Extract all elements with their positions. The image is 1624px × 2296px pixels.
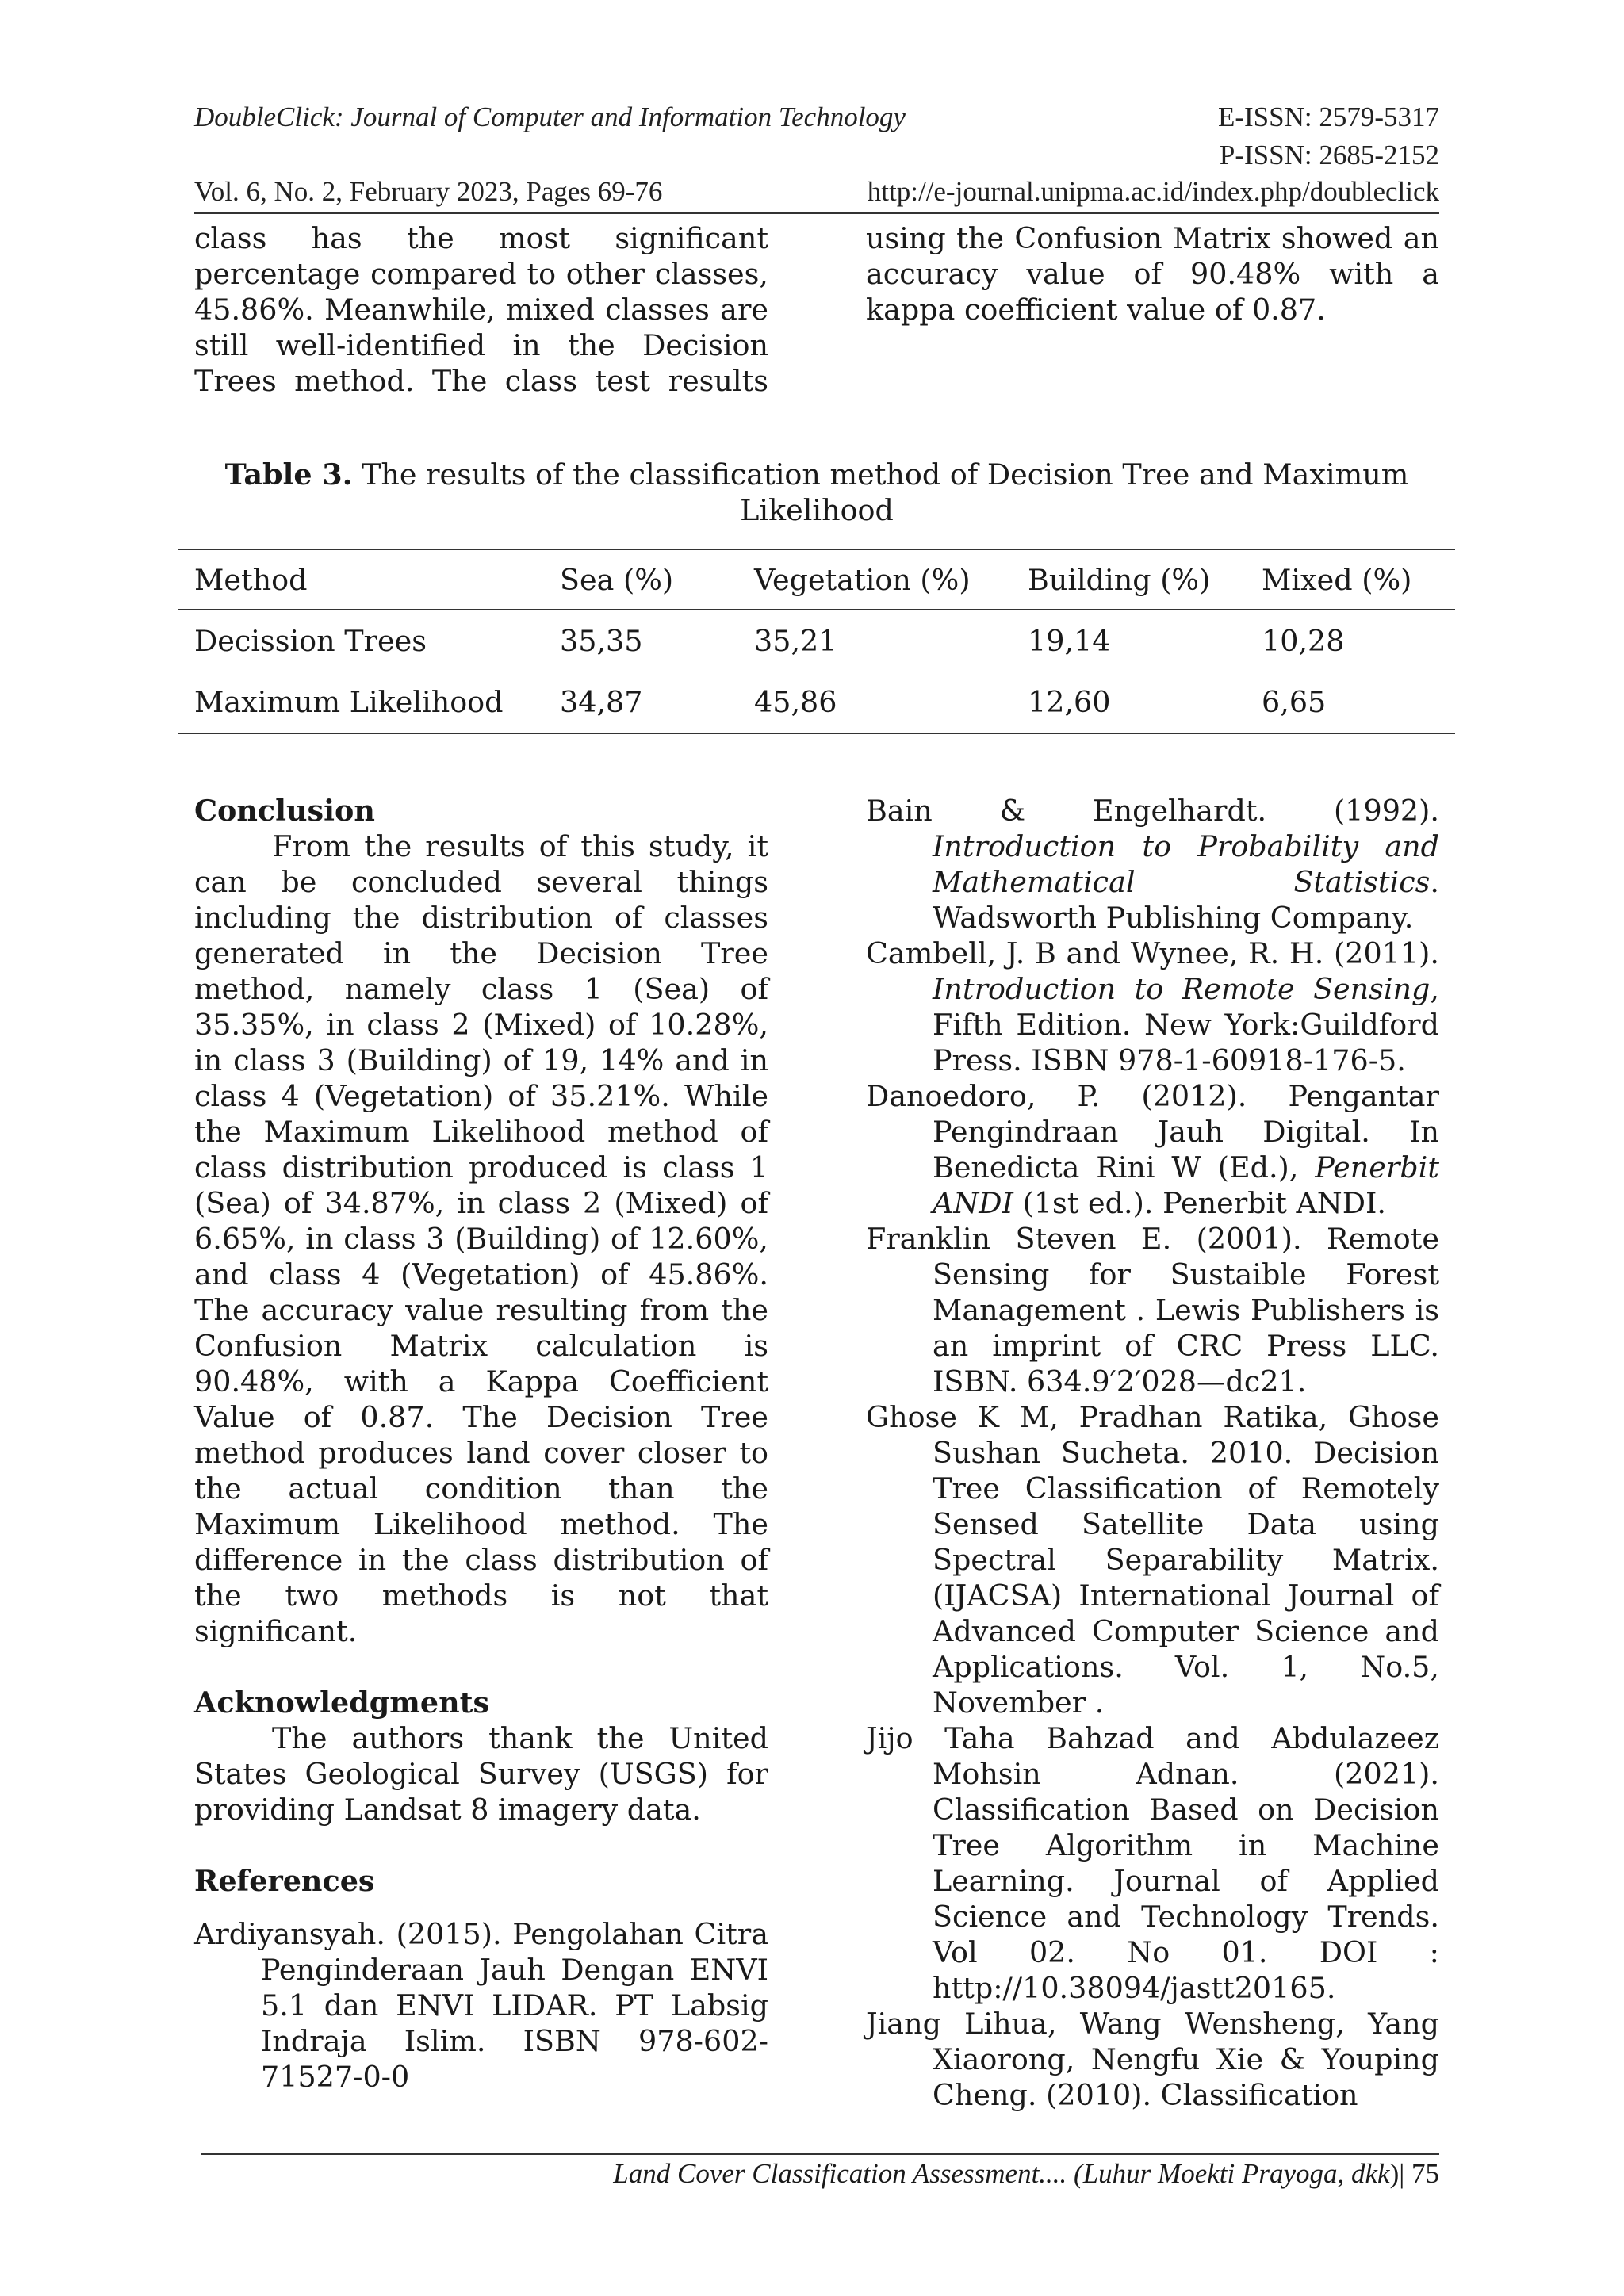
col-header-vegetation: Vegetation (%) — [738, 549, 1012, 610]
volume-info: Vol. 6, No. 2, February 2023, Pages 69-76 — [194, 176, 663, 207]
journal-url[interactable]: http://e-journal.unipma.ac.id/index.php/doubleclick — [867, 176, 1439, 207]
table-row — [178, 672, 1455, 733]
top-right-column — [866, 220, 1439, 327]
table-row — [178, 610, 1455, 672]
header-rule — [194, 212, 1439, 214]
footer-page: )| 75 — [1389, 2158, 1439, 2189]
table-cell: 45,86 — [738, 672, 1012, 733]
table-cell: 35,21 — [754, 624, 837, 658]
table-cell: 19,14 — [1028, 624, 1111, 658]
reference-danoedoro — [866, 1078, 1439, 1221]
right-column — [866, 793, 1439, 2113]
reference-ardiyansyah: Ardiyansyah. (2015). Pengolahan Citra Penginderaan Jauh Dengan ENVI 5.1 dan ENVI LIDAR. PT Labsig Indraja Islim. ISBN 978-602-71527-0-0 — [194, 1917, 768, 2094]
journal-title: DoubleClick: Journal of Computer and Information Technology — [194, 101, 906, 132]
reference-text: Danoedoro, P. (2012). Pengantar Pengindraan Jauh Digital. In Benedicta Rini W (Ed.), — [866, 1079, 1439, 1184]
acknowledgments-paragraph: The authors thank the United States Geological Survey (USGS) for providing Landsat 8 imagery data. — [194, 1721, 768, 1827]
reference-title: Introduction to Probability and Mathematical Statistics — [933, 829, 1439, 899]
footer-authors: Luhur Moekti Prayoga, dkk — [1082, 2158, 1390, 2189]
reference-franklin: Franklin Steven E. (2001). Remote Sensing for Sustaible Forest Management . Lewis Publishers is an imprint of CRC Press LLC. ISBN. 634.9′2′028—dc21. — [866, 1222, 1439, 1399]
reference-text: . Wadsworth Publishing Company. — [933, 865, 1439, 935]
running-footer — [613, 2158, 1439, 2190]
table-cell: 6,65 — [1246, 672, 1455, 733]
reference-jijo: Jijo Taha Bahzad and Abdulazeez Mohsin Adnan. (2021). Classification Based on Decision Tree Algorithm in Machine Learning. Journal of Applied Science and Technology Trends. Vol 02. No 01. DOI : http://10.38094/jastt20165. — [866, 1721, 1439, 2005]
reference-ghose: Ghose K M, Pradhan Ratika, Ghose Sushan Sucheta. 2010. Decision Tree Classification of Remotely Sensed Satellite Data using Spectral Separability Matrix. (IJACSA) International Journal of Advanced Computer Science and Applications. Vol. 1, No.5, November . — [866, 1400, 1439, 1720]
top-left-paragraph: class has the most significant percentage compared to other classes, 45.86%. Meanwhile, mixed classes are still well-identified in the Decision Trees method. The class test results — [194, 221, 768, 398]
top-left-column — [194, 220, 768, 399]
results-table — [178, 549, 1455, 734]
table-header-row — [178, 549, 1455, 610]
col-header-building: Building (%) — [1012, 549, 1246, 610]
table-caption — [194, 457, 1439, 528]
eissn: E-ISSN: 2579-5317 — [1217, 101, 1439, 132]
references-heading: References — [194, 1864, 375, 1898]
table-cell: 34,87 — [544, 672, 738, 733]
pissn: P-ISSN: 2685-2152 — [1219, 140, 1439, 170]
acknowledgments-heading: Acknowledgments — [194, 1686, 490, 1720]
reference-text: Cambell, J. B and Wynee, R. H. (2011). — [866, 936, 1439, 970]
footer-title: Land Cover Classification Assessment.... ( — [613, 2158, 1083, 2189]
left-column — [194, 793, 768, 2095]
reference-bain — [866, 793, 1439, 936]
top-right-paragraph: using the Confusion Matrix showed an accuracy value of 90.48% with a kappa coefficient value of 0.87. — [866, 221, 1439, 327]
footer-rule — [201, 2153, 1439, 2155]
reference-text: Bain & Engelhardt. (1992). — [866, 794, 1439, 828]
table-cell: Maximum Likelihood — [178, 672, 544, 733]
table-cell: 10,28 — [1262, 624, 1345, 658]
table-cell: 12,60 — [1012, 672, 1246, 733]
conclusion-paragraph: From the results of this study, it can be concluded several things including the distribution of classes generated in the Decision Tree method, namely class 1 (Sea) of 35.35%, in class 2 (Mixed) of 10.28%, in class 3 (Building) of 19, 14% and in class 4 (Vegetation) of 35.21%. While the Maximum Likelihood method of class distribution produced is class 1 (Sea) of 34.87%, in class 2 (Mixed) of 6.65%, in class 3 (Building) of 12.60%, and class 4 (Vegetation) of 45.86%. The accuracy value resulting from the Confusion Matrix calculation is 90.48%, with a Kappa Coefficient Value of 0.87. The Decision Tree method produces land cover closer to the actual condition than the Maximum Likelihood method. The difference in the class distribution of the two methods is not that significant. — [194, 829, 768, 1648]
conclusion-heading: Conclusion — [194, 794, 375, 828]
col-header-method: Method — [178, 549, 544, 610]
table-caption-text: The results of the classification method of Decision Tree and Maximum Likelihood — [362, 457, 1409, 527]
reference-title: Penerbit ANDI — [933, 1150, 1439, 1220]
table-cell: 35,35 — [560, 624, 643, 658]
table-cell: Decission Trees — [194, 624, 427, 658]
col-header-mixed: Mixed (%) — [1246, 549, 1455, 610]
reference-title: Introduction to Remote Sensing — [933, 972, 1431, 1006]
table-caption-label: Table 3. — [224, 457, 353, 492]
reference-text: (1st ed.). Penerbit ANDI. — [1013, 1186, 1387, 1220]
reference-jiang: Jiang Lihua, Wang Wensheng, Yang Xiaorong, Nengfu Xie & Youping Cheng. (2010). Classification — [866, 2007, 1439, 2112]
col-header-sea: Sea (%) — [544, 549, 738, 610]
reference-text: , Fifth Edition. New York:Guildford Press. ISBN 978-1-60918-176-5. — [933, 972, 1439, 1077]
reference-cambell — [866, 936, 1439, 1078]
